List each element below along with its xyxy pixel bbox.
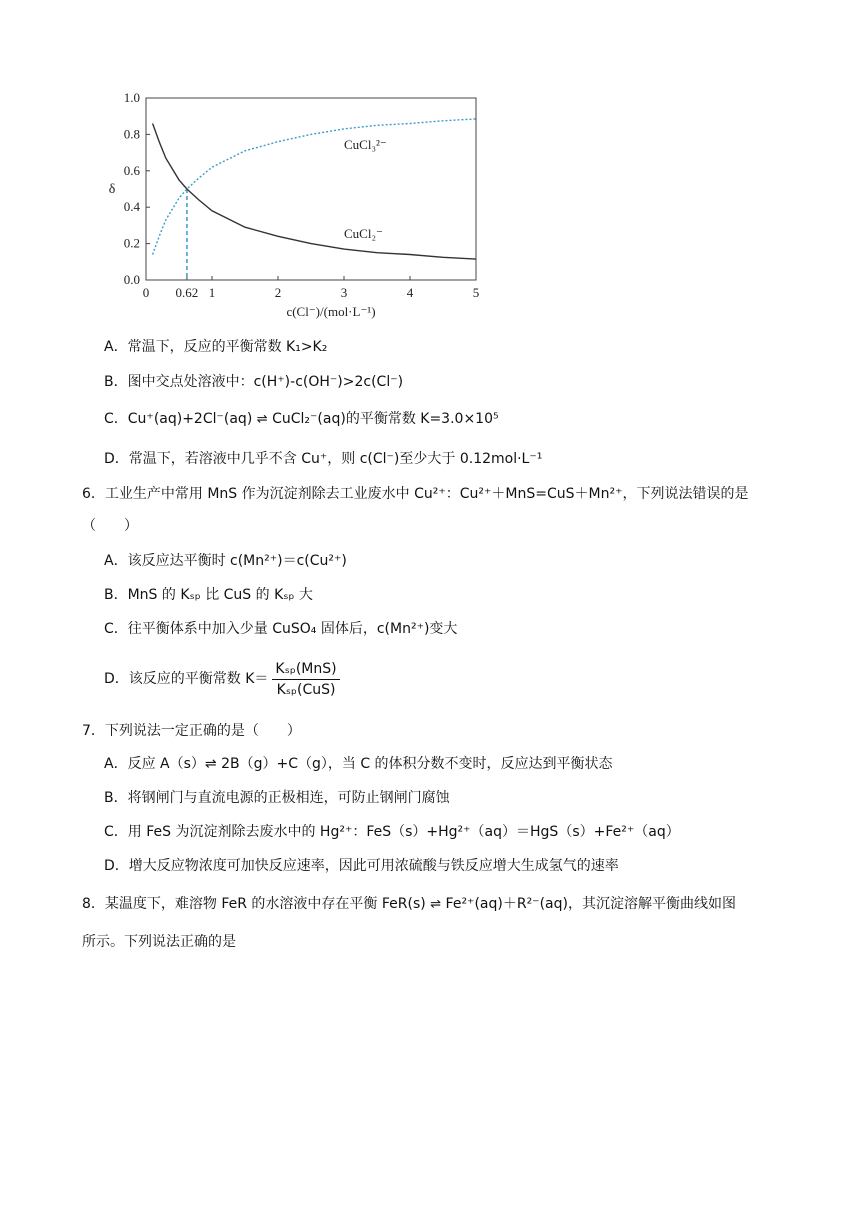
x-tick-label: 3 [340,285,348,300]
q5-option-b: B．图中交点处溶液中：c(H⁺)-c(OH⁻)>2c(Cl⁻) [104,374,404,390]
q6-option-a: A．该反应达平衡时 c(Mn²⁺)＝c(Cu²⁺) [104,553,347,569]
ksp-ratio-fraction [272,659,339,700]
x-tick-label: 0.62 [175,285,199,300]
x-tick-label: 5 [472,285,480,300]
q8-stem-line2: 所示。下列说法正确的是 [82,934,236,950]
q7-stem: 7．下列说法一定正确的是（ ） [82,723,301,739]
y-tick-label: 0.4 [123,199,140,215]
q7-option-a: A．反应 A（s）⇌ 2B（g）+C（g），当 C 的体积分数不变时，反应达到平衡状态 [104,756,613,772]
series-line-cucl2 [153,124,476,260]
fraction-numerator: Kₛₚ(MnS) [272,659,339,680]
q6-stem: 6．工业生产中常用 MnS 作为沉淀剂除去工业废水中 Cu²⁺：Cu²⁺＋MnS=CuS＋Mn²⁺，下列说法错误的是 [82,486,749,502]
y-tick-label: 0.8 [123,126,140,142]
y-tick-label: 0.6 [123,162,140,178]
q6-option-d [104,654,340,704]
fraction-denominator: Kₛₚ(CuS) [276,681,336,698]
q7-option-d: D．增大反应物浓度可加快反应速率，因此可用浓硫酸与铁反应增大生成氢气的速率 [104,858,619,874]
q8-stem-start: 8．某温度下，难溶物 FeR 的水溶液中存在平衡 FeR(s) [82,896,426,912]
equilibrium-arrow-icon: ⇌ [430,897,442,912]
series-label-cucl3: CuCl₃²⁻ [344,136,387,152]
q7-option-b: B．将钢闸门与直流电源的正极相连，可防止钢闸门腐蚀 [104,790,450,806]
x-axis-label: c(Cl⁻)/(mol·L⁻¹) [286,304,376,319]
x-tick-label: 1 [208,285,216,300]
x-tick-label: 0 [142,285,150,300]
y-tick-label: 0.0 [123,272,140,287]
q8-stem-end: Fe²⁺(aq)＋R²⁻(aq)，其沉淀溶解平衡曲线如图 [445,896,736,912]
y-tick-label: 0.2 [123,235,140,251]
q6-answer-paren: （ ） [82,518,138,534]
y-axis-label: δ [108,182,116,197]
q5-option-d: D．常温下，若溶液中几乎不含 Cu⁺，则 c(Cl⁻)至少大于 0.12mol·L⁻¹ [104,451,543,467]
x-tick-label: 2 [274,285,282,300]
equilibrium-arrow-icon: ⇌ [256,412,268,427]
series-label-cucl2: CuCl₂⁻ [344,226,383,242]
q5-option-c-products: CuCl₂⁻(aq)的平衡常数 K=3.0×10⁵ [272,411,499,427]
q7-option-c: C．用 FeS 为沉淀剂除去废水中的 Hg²⁺：FeS（s）+Hg²⁺（aq）＝HgS（s）+Fe²⁺（aq） [104,824,680,840]
y-tick-label: 1.0 [123,90,140,105]
q5-option-c-reactants: C．Cu⁺(aq)+2Cl⁻(aq) [104,411,253,427]
q5-option-c [104,409,499,430]
q6-option-c: C．往平衡体系中加入少量 CuSO₄ 固体后，c(Mn²⁺)变大 [104,621,458,637]
series-line-cucl3 [153,119,476,255]
distribution-chart [100,86,490,326]
q8-stem [82,894,736,915]
plot-frame [146,98,476,280]
q5-option-a: A．常温下，反应的平衡常数 K₁>K₂ [104,339,328,355]
q6-option-b: B．MnS 的 Kₛₚ 比 CuS 的 Kₛₚ 大 [104,587,313,603]
q6-option-d-label: D．该反应的平衡常数 K＝ [104,671,269,687]
x-tick-label: 4 [406,285,414,300]
